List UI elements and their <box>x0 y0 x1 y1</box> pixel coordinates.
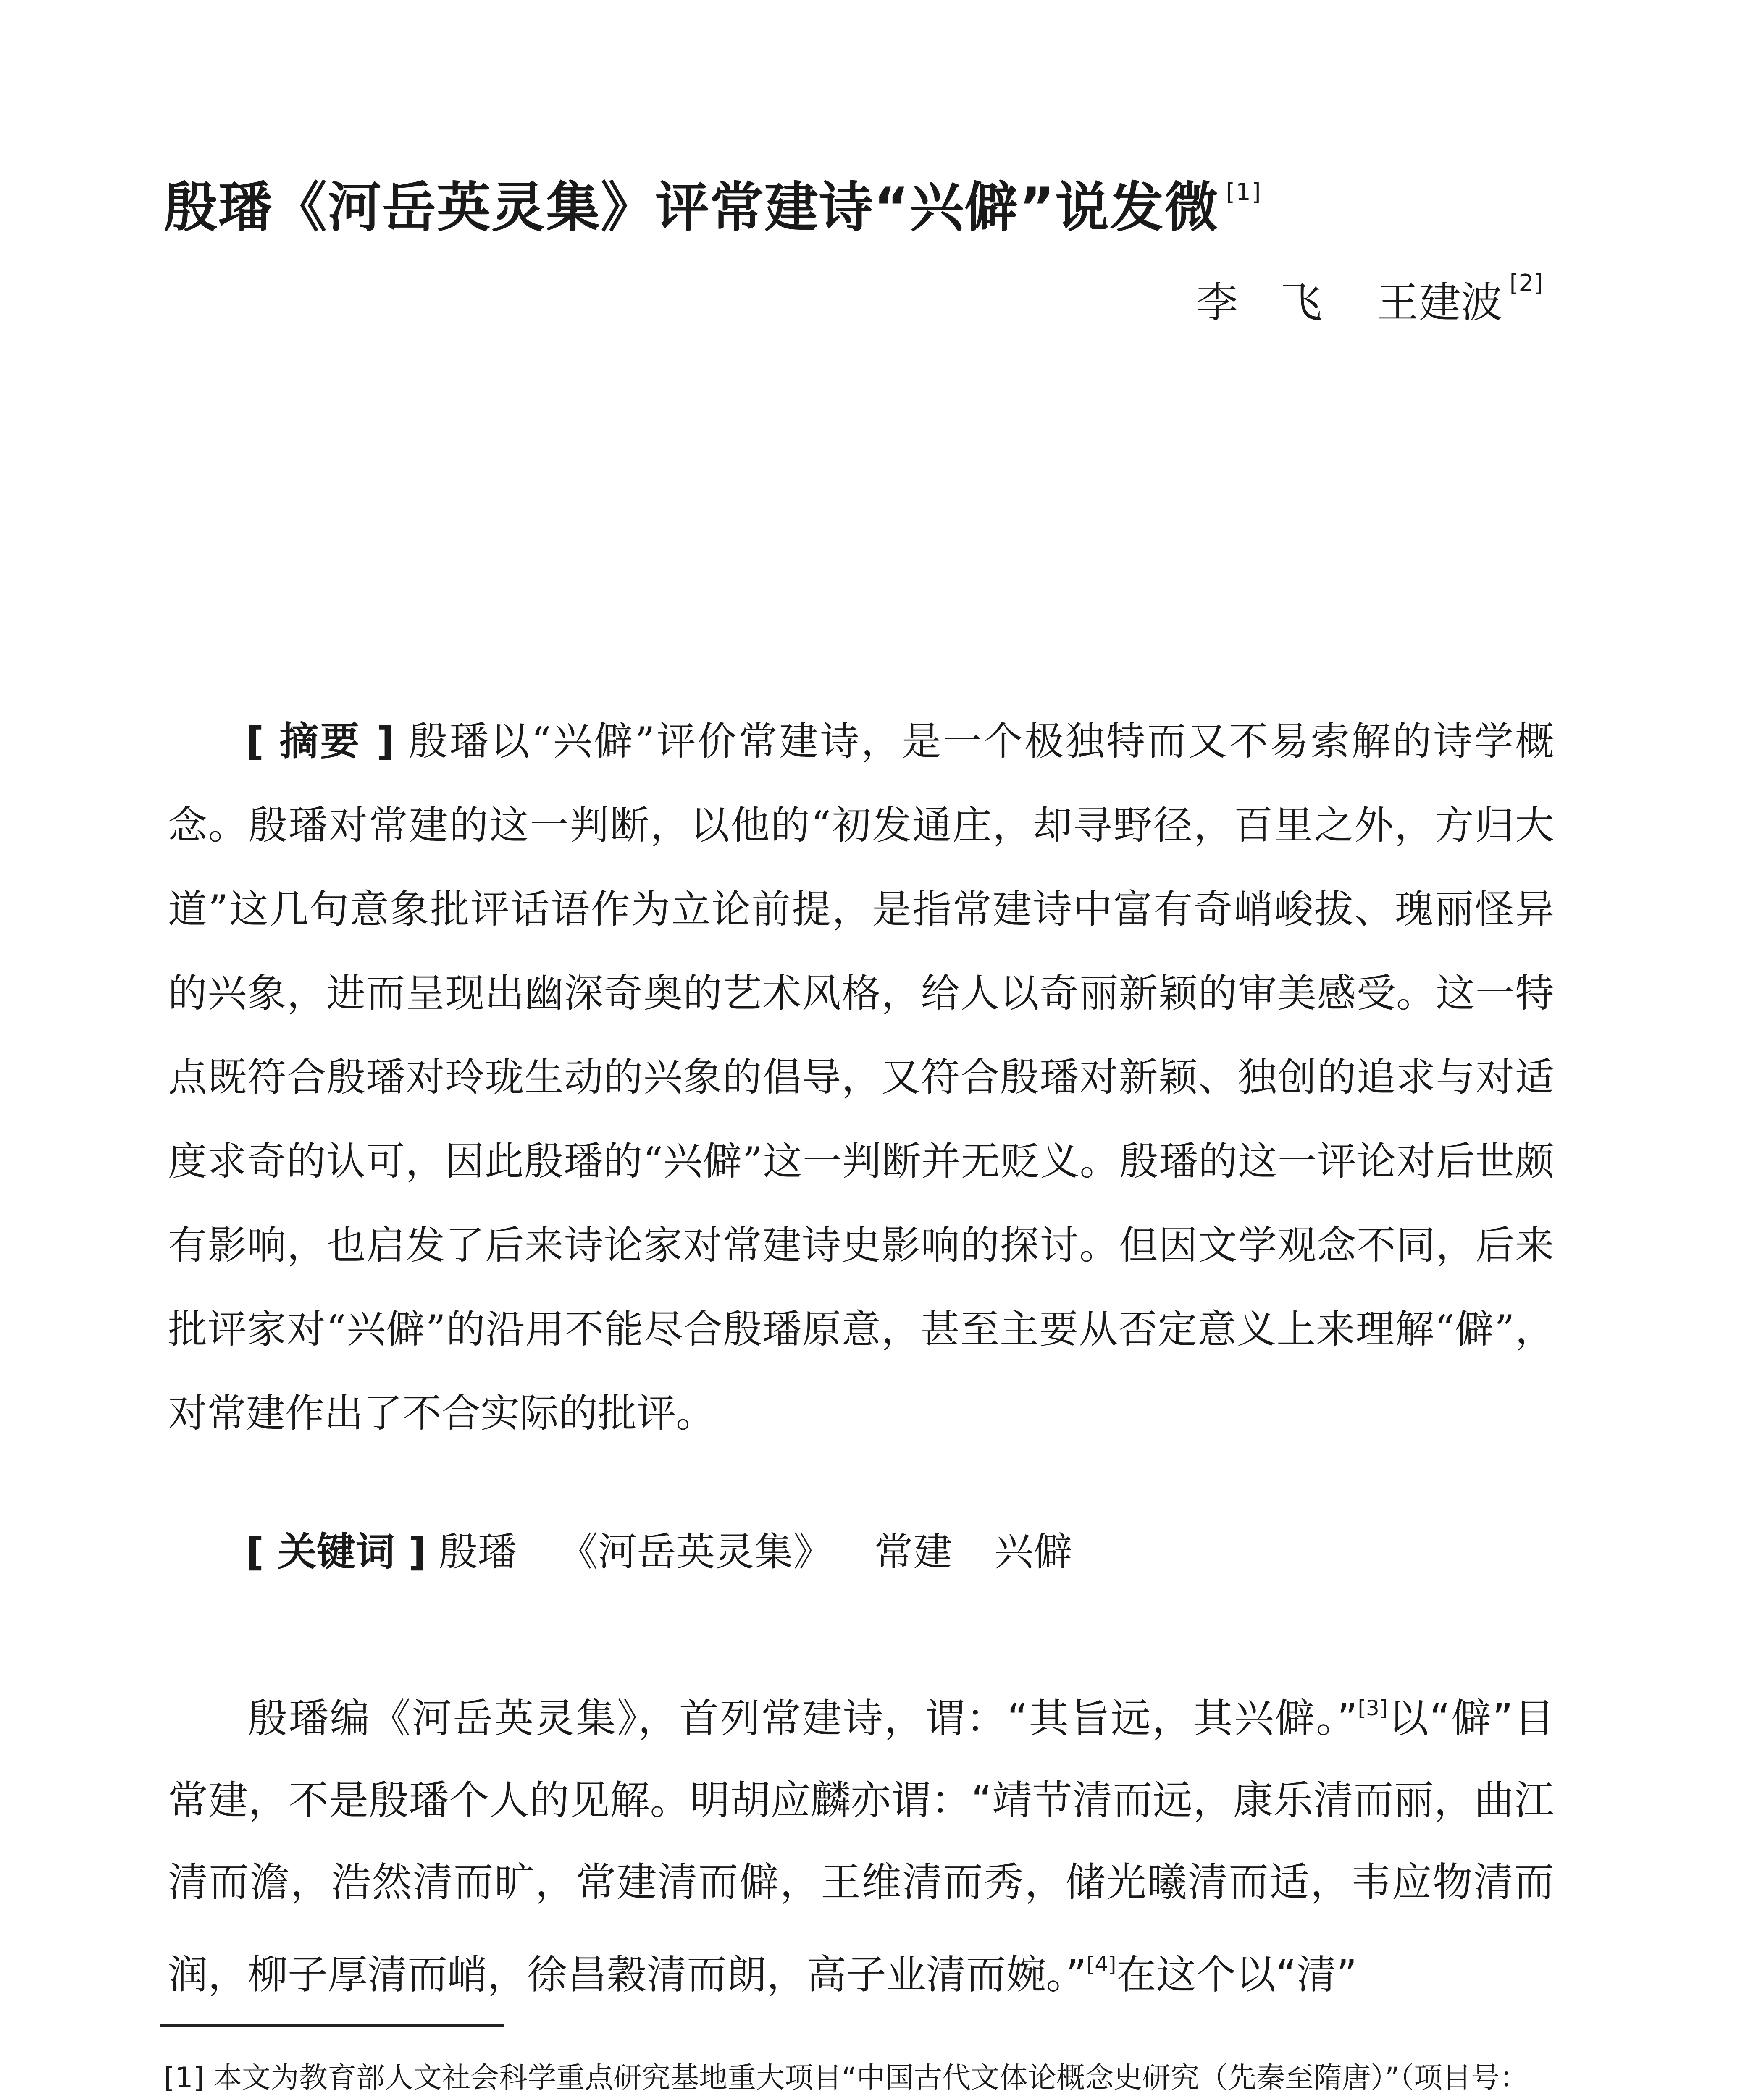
main-text <box>168 1667 1554 2016</box>
abstract-section <box>168 699 1554 1455</box>
keyword-1: 殷璠 <box>439 1529 517 1575</box>
body-segment-1: 殷璠编《河岳英灵集》，首列常建诗，谓：“其旨远，其兴僻。” <box>248 1696 1358 1742</box>
title-footnote-ref[interactable]: [1] <box>1226 178 1262 206</box>
footnote-1: [1] 本文为教育部人文社会科学重点研究基地重大项目“中国古代文体论概念史研究（先秦至隋唐）”（项目号： <box>164 2061 1529 2095</box>
abstract-label: [ 摘要 ] <box>246 719 395 764</box>
citation-ref-3[interactable]: [3] <box>1358 1696 1388 1720</box>
body-segment-2: 以“僻”目常建，不是殷璠个人的见解。明胡应麟亦谓：“靖节清而远，康乐清而丽，曲江清而澹，浩然清而旷，常建清而僻，王维清而秀，储光曦清而适，韦应物清而润，柳子厚清而峭，徐昌穀清而朗，高子业清而婉。” <box>168 1696 1555 1998</box>
author-line <box>1196 269 1543 329</box>
keyword-4: 兴僻 <box>994 1529 1073 1575</box>
author-1: 李 飞 <box>1196 278 1322 327</box>
footnote-divider <box>160 2024 504 2027</box>
abstract-paragraph <box>168 699 1554 1455</box>
article-title <box>164 164 1262 242</box>
keyword-2: 《河岳英灵集》 <box>559 1529 833 1575</box>
keywords-section <box>246 1520 1114 1577</box>
footnotes-section <box>164 2054 1558 2100</box>
abstract-text: 殷璠以“兴僻”评价常建诗，是一个极独特而又不易索解的诗学概念。殷璠对常建的这一判断，以他的“初发通庄，却寻野径，百里之外，方归大道”这几句意象批评话语作为立论前提，是指常建诗中富有奇峭峻拔、瑰丽怪异的兴象，进而呈现出幽深奇奥的艺术风格，给人以奇丽新颖的审美感受。这一特点既符合殷璠对玲珑生动的兴象的倡导，又符合殷璠对新颖、独创的追求与对适度求奇的认可，因此殷璠的“兴僻”这一判断并无贬义。殷璠的这一评论对后世颇有影响，也启发了后来诗论家对常建诗史影响的探讨。但因文学观念不同，后来批评家对“兴僻”的沿用不能尽合殷璠原意，甚至主要从否定意义上来理解“僻”，对常建作出了不合实际的批评。 <box>168 719 1554 1436</box>
body-segment-3: 在这个以“清” <box>1116 1952 1357 1998</box>
keywords-label: [ 关键词 ] <box>246 1529 426 1575</box>
article-title-text: 殷璠《河岳英灵集》评常建诗“兴僻”说发微 <box>164 176 1219 239</box>
body-paragraph <box>168 1667 1554 2016</box>
author-footnote-ref[interactable]: [2] <box>1509 270 1543 297</box>
citation-ref-4[interactable]: [4] <box>1086 1952 1116 1977</box>
author-2: 王建波 <box>1376 278 1503 327</box>
keyword-3: 常建 <box>874 1529 953 1575</box>
